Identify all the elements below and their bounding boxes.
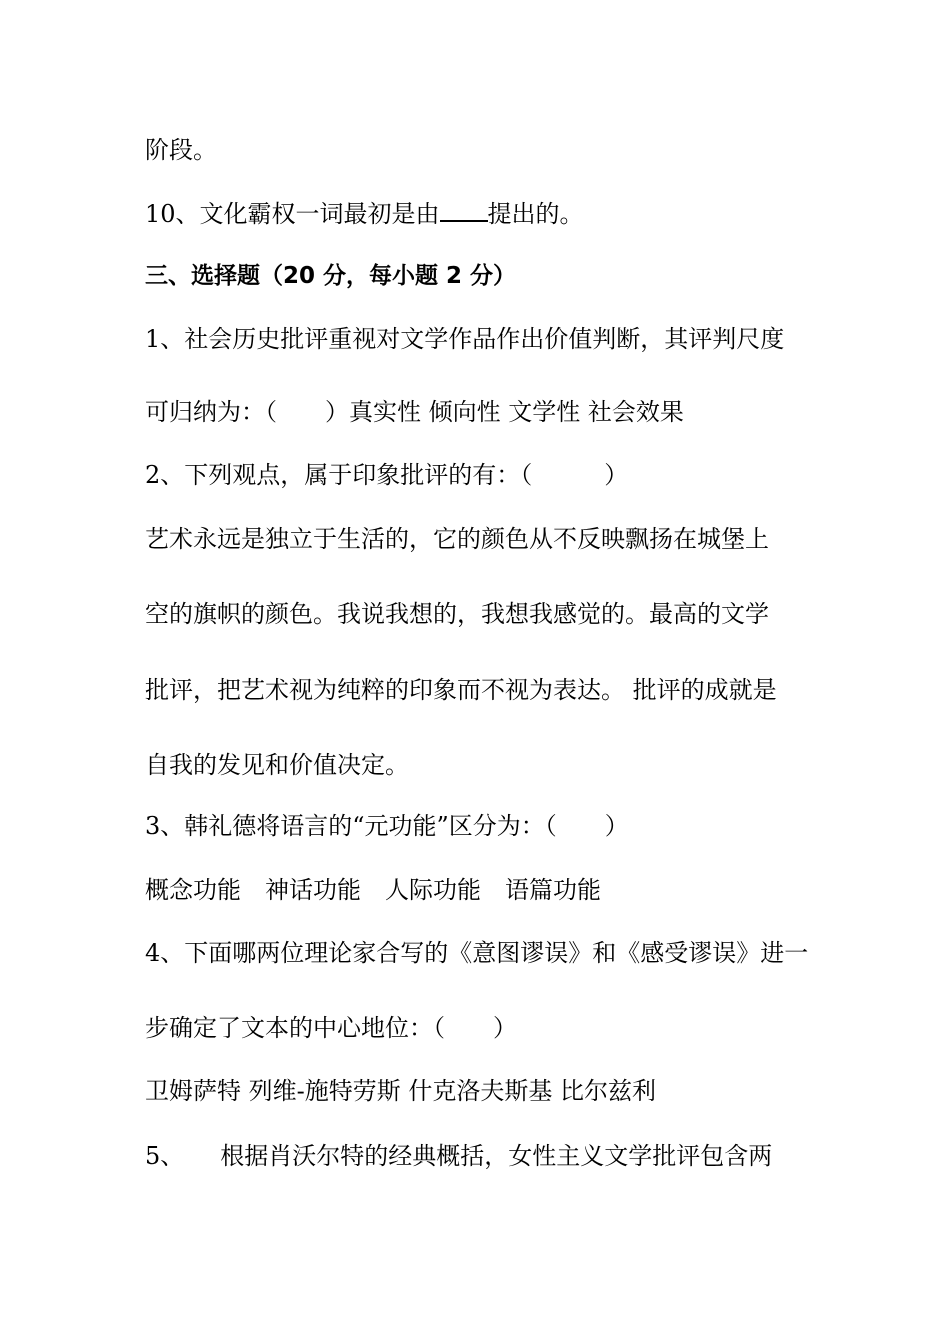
question-2: 2、下列观点，属于印象批评的有：（ ）	[145, 461, 629, 489]
question-1-line-1: 1、社会历史批评重视对文学作品作出价值判断，其评判尺度	[145, 325, 785, 353]
question-2-option-line-4: 自我的发见和价值决定。	[145, 751, 409, 779]
question-4-line-1: 4、下面哪两位理论家合写的《意图谬误》和《感受谬误》进一	[145, 939, 809, 967]
question-10-before-blank: 10、文化霸权一词最初是由	[145, 200, 440, 228]
question-3: 3、韩礼德将语言的“元功能”区分为：（ ）	[145, 812, 629, 840]
text-line-stage: 阶段。	[145, 136, 217, 164]
question-4-options: 卫姆萨特 列维-施特劳斯 什克洛夫斯基 比尔兹利	[145, 1077, 656, 1105]
section-heading-multiple-choice: 三、选择题（20 分，每小题 2 分）	[145, 263, 517, 289]
answer-blank	[440, 198, 488, 222]
question-2-option-line-1: 艺术永远是独立于生活的，它的颜色从不反映飘扬在城堡上	[145, 525, 769, 553]
question-2-option-line-2: 空的旗帜的颜色。我说我想的，我想我感觉的。最高的文学	[145, 600, 769, 628]
question-10-fill-blank	[145, 198, 825, 229]
question-5: 5、 根据肖沃尔特的经典概括，女性主义文学批评包含两	[145, 1142, 773, 1170]
question-10-after-blank: 提出的。	[487, 200, 584, 228]
question-1-line-2: 可归纳为：（ ）真实性 倾向性 文学性 社会效果	[145, 398, 684, 426]
question-2-option-line-3: 批评，把艺术视为纯粹的印象而不视为表达。 批评的成就是	[145, 676, 777, 704]
question-3-options: 概念功能 神话功能 人际功能 语篇功能	[145, 876, 601, 904]
question-4-line-2: 步确定了文本的中心地位：（ ）	[145, 1014, 517, 1042]
